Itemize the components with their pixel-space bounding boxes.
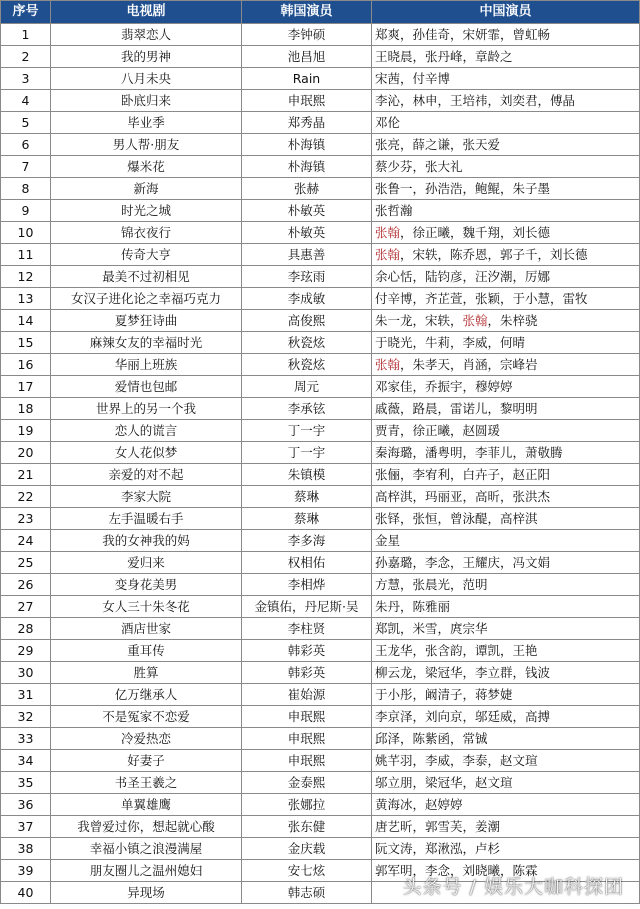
drama-title: 爱归来 [51,552,242,574]
korean-actor: 韩志硕 [242,882,372,904]
korean-actor: 申珉熙 [242,90,372,112]
korean-actor: 李承铉 [242,398,372,420]
actor-names: 李京泽，刘向京，邬廷威，高搏 [375,709,551,724]
actor-names: 于晓光，牛莉，李威，何晴 [375,335,526,350]
table-body [1,24,640,904]
actor-names: 张哲瀚 [375,203,413,218]
chinese-actors [372,486,640,508]
table-row [1,618,640,640]
korean-actor: 权相佑 [242,552,372,574]
drama-title: 八月未央 [51,68,242,90]
korean-actor: Rain [242,68,372,90]
row-number: 31 [1,684,51,706]
row-number: 40 [1,882,51,904]
table-row [1,90,640,112]
table-row [1,24,640,46]
korean-actor: 崔始源 [242,684,372,706]
row-number: 35 [1,772,51,794]
table-row [1,398,640,420]
table-row [1,706,640,728]
row-number: 34 [1,750,51,772]
actor-names: 郭军明，李念，刘晓曦，陈霖 [375,863,538,878]
korean-actor: 申珉熙 [242,750,372,772]
row-number: 36 [1,794,51,816]
drama-title: 世界上的另一个我 [51,398,242,420]
row-number: 3 [1,68,51,90]
chinese-actors [372,332,640,354]
table-header-row [1,1,640,24]
actor-names: 唐艺昕，郭雪芙，姜潮 [375,819,501,834]
chinese-actors [372,24,640,46]
table-row [1,354,640,376]
row-number: 24 [1,530,51,552]
chinese-actors [372,552,640,574]
korean-actor: 金泰熙 [242,772,372,794]
table-row [1,288,640,310]
chinese-actors [372,464,640,486]
drama-title: 锦衣夜行 [51,222,242,244]
table-row [1,662,640,684]
actor-names: ，朱孝天，肖涵，宗峰岩 [400,357,538,372]
header-drama: 电视剧 [51,1,242,24]
korean-actor: 李相烨 [242,574,372,596]
chinese-actors [372,816,640,838]
actor-names: 蔡少芬，张大礼 [375,159,463,174]
drama-title: 恋人的谎言 [51,420,242,442]
row-number: 11 [1,244,51,266]
korean-actor: 蔡琳 [242,486,372,508]
chinese-actors [372,112,640,134]
row-number: 14 [1,310,51,332]
drama-title: 我曾爱过你，想起就心酸 [51,816,242,838]
drama-title: 幸福小镇之浪漫满屋 [51,838,242,860]
drama-title: 书圣王羲之 [51,772,242,794]
korean-actor: 丁一宇 [242,420,372,442]
chinese-actors [372,310,640,332]
actor-names: 张俪，李宥利，白卉子，赵正阳 [375,467,551,482]
header-korean-actors: 韩国演员 [242,1,372,24]
row-number: 37 [1,816,51,838]
table-row [1,134,640,156]
row-number: 7 [1,156,51,178]
table-row [1,486,640,508]
table-row [1,464,640,486]
actor-names: 黄海冰，赵婷婷 [375,797,463,812]
korean-actor: 朴敏英 [242,222,372,244]
korean-actor: 张娜拉 [242,794,372,816]
drama-title: 最美不过初相见 [51,266,242,288]
actor-names: 高梓淇，玛丽亚，高昕，张洪杰 [375,489,551,504]
actor-names: 付辛博，齐芷萱，张颖，于小慧，雷牧 [375,291,588,306]
actor-names: 秦海璐，潘粤明，李菲儿，萧敬腾 [375,445,563,460]
chinese-actors [372,398,640,420]
actor-names: 王龙华，张含韵，谭凯，王艳 [375,643,538,658]
korean-actor: 安七炫 [242,860,372,882]
drama-title: 女人三十朱冬花 [51,596,242,618]
actor-names: 金星 [375,533,401,548]
drama-title: 时光之城 [51,200,242,222]
table-row [1,156,640,178]
row-number: 38 [1,838,51,860]
korean-actor: 张赫 [242,178,372,200]
chinese-actors [372,706,640,728]
highlighted-actor-name: 张翰 [375,225,401,240]
row-number: 1 [1,24,51,46]
table-row [1,552,640,574]
chinese-actors [372,266,640,288]
drama-title: 卧底归来 [51,90,242,112]
korean-actor: 李多海 [242,530,372,552]
drama-title: 传奇大亨 [51,244,242,266]
watermark: 头条号 / 娱乐大咖科探团 [402,876,624,898]
actor-names: 朱一龙，宋轶， [375,313,463,328]
drama-title: 好妻子 [51,750,242,772]
actor-names: 邬立朋，梁冠华，赵文瑄 [375,775,513,790]
korean-actor: 申珉熙 [242,728,372,750]
korean-actor: 周元 [242,376,372,398]
chinese-actors [372,640,640,662]
table-row [1,816,640,838]
chinese-actors [372,794,640,816]
chinese-actors [372,222,640,244]
actor-names: 张亮，薛之谦，张天爱 [375,137,501,152]
table-row [1,508,640,530]
header-number: 序号 [1,1,51,24]
actor-names: ，朱梓骁 [487,313,538,328]
highlighted-actor-name: 张翰 [375,357,401,372]
actor-names: 王晓晨，张丹峰，章龄之 [375,49,513,64]
row-number: 10 [1,222,51,244]
row-number: 32 [1,706,51,728]
row-number: 9 [1,200,51,222]
actor-names: 孙嘉璐，李念，王耀庆，冯文娟 [375,555,551,570]
actor-names: 邓家佳，乔振宇，穆婷婷 [375,379,513,394]
chinese-actors [372,618,640,640]
chinese-actors [372,244,640,266]
actor-names: ，宋轶，陈乔恩，郭子千，刘长德 [400,247,588,262]
highlighted-actor-name: 张翰 [375,247,401,262]
header-chinese-actors: 中国演员 [372,1,640,24]
chinese-actors [372,442,640,464]
chinese-actors [372,574,640,596]
korean-actor: 李柱贤 [242,618,372,640]
korean-actor: 李成敏 [242,288,372,310]
chinese-actors [372,156,640,178]
drama-title: 华丽上班族 [51,354,242,376]
table-row [1,684,640,706]
row-number: 6 [1,134,51,156]
row-number: 18 [1,398,51,420]
highlighted-actor-name: 张翰 [462,313,488,328]
row-number: 39 [1,860,51,882]
chinese-actors [372,772,640,794]
korean-actor: 金庆载 [242,838,372,860]
korean-actor: 张东健 [242,816,372,838]
actor-names: 李沁，林申，王培祎，刘奕君，傅晶 [375,93,576,108]
row-number: 33 [1,728,51,750]
drama-title: 冷爱热恋 [51,728,242,750]
row-number: 25 [1,552,51,574]
korean-actor: 朴海镇 [242,134,372,156]
row-number: 29 [1,640,51,662]
korean-actor: 李钟硕 [242,24,372,46]
chinese-actors [372,354,640,376]
chinese-actors [372,376,640,398]
actor-names: 郑凯，米雪，庹宗华 [375,621,488,636]
actor-names: 郑爽，孙佳奇，宋妍霏，曾虹畅 [375,27,551,42]
table-row [1,68,640,90]
row-number: 30 [1,662,51,684]
drama-title: 翡翠恋人 [51,24,242,46]
drama-title: 女汉子进化论之幸福巧克力 [51,288,242,310]
korean-actor: 秋瓷炫 [242,332,372,354]
drama-title: 毕业季 [51,112,242,134]
table-row [1,530,640,552]
row-number: 4 [1,90,51,112]
korean-actor: 郑秀晶 [242,112,372,134]
drama-title: 夏梦狂诗曲 [51,310,242,332]
korean-actor: 池昌旭 [242,46,372,68]
row-number: 27 [1,596,51,618]
korean-actor: 朴敏英 [242,200,372,222]
actor-names: 柳云龙，梁冠华，李立群，钱波 [375,665,551,680]
korean-actor: 韩彩英 [242,662,372,684]
table-row [1,112,640,134]
row-number: 16 [1,354,51,376]
drama-title: 酒店世家 [51,618,242,640]
table-row [1,750,640,772]
chinese-actors [372,46,640,68]
table-row [1,728,640,750]
actor-names: 余心恬，陆钧彦，汪汐潮，厉娜 [375,269,551,284]
korean-actor: 丁一宇 [242,442,372,464]
drama-title: 不是冤家不恋爱 [51,706,242,728]
row-number: 26 [1,574,51,596]
drama-title: 李家大院 [51,486,242,508]
table-row [1,332,640,354]
table-row [1,244,640,266]
korean-actor: 朴海镇 [242,156,372,178]
korean-actor: 朱镇模 [242,464,372,486]
actor-names: 张铎，张恒，曾泳醍，高梓淇 [375,511,538,526]
drama-title: 新海 [51,178,242,200]
row-number: 20 [1,442,51,464]
chinese-actors [372,838,640,860]
drama-title: 爆米花 [51,156,242,178]
table-row [1,46,640,68]
actor-names: 朱丹，陈雅丽 [375,599,451,614]
table-row [1,266,640,288]
drama-title: 左手温暖右手 [51,508,242,530]
table-row [1,376,640,398]
chinese-actors [372,68,640,90]
table-row [1,640,640,662]
table-row [1,574,640,596]
korean-actor: 具惠善 [242,244,372,266]
drama-title: 亲爱的对不起 [51,464,242,486]
row-number: 15 [1,332,51,354]
chinese-actors [372,530,640,552]
chinese-actors [372,662,640,684]
korean-actor: 金镇佑，丹尼斯·吴 [242,596,372,618]
table-row [1,222,640,244]
chinese-actors [372,420,640,442]
drama-title: 变身花美男 [51,574,242,596]
chinese-actors [372,684,640,706]
table-row [1,310,640,332]
chinese-actors [372,288,640,310]
chinese-actors [372,200,640,222]
actor-names: 阮文涛，郑湫泓，卢杉 [375,841,501,856]
table-row [1,838,640,860]
chinese-actors [372,178,640,200]
chinese-actors [372,728,640,750]
korean-actor: 蔡琳 [242,508,372,530]
row-number: 28 [1,618,51,640]
row-number: 17 [1,376,51,398]
drama-title: 亿万继承人 [51,684,242,706]
actor-names: 宋茜，付辛博 [375,71,451,86]
drama-title: 朋友圈儿之温州媳妇 [51,860,242,882]
actor-names: 于小彤，阚清子，蒋梦婕 [375,687,513,702]
drama-title: 胜算 [51,662,242,684]
row-number: 5 [1,112,51,134]
drama-title: 男人帮·朋友 [51,134,242,156]
row-number: 22 [1,486,51,508]
table-row [1,596,640,618]
table-row [1,200,640,222]
drama-title: 异现场 [51,882,242,904]
drama-title: 女人花似梦 [51,442,242,464]
row-number: 13 [1,288,51,310]
row-number: 8 [1,178,51,200]
drama-title: 重耳传 [51,640,242,662]
table-row [1,442,640,464]
table-row [1,772,640,794]
drama-title: 我的男神 [51,46,242,68]
drama-title: 我的女神我的妈 [51,530,242,552]
actor-names: 戚薇，路晨，雷诺儿，黎明明 [375,401,538,416]
table-row [1,420,640,442]
drama-title: 单翼雄鹰 [51,794,242,816]
actor-names: ，徐正曦，魏千翔，刘长德 [400,225,551,240]
row-number: 19 [1,420,51,442]
drama-title: 爱情也包邮 [51,376,242,398]
actor-names: 姚芊羽，李威，李泰，赵文瑄 [375,753,538,768]
chinese-actors [372,596,640,618]
drama-title: 麻辣女友的幸福时光 [51,332,242,354]
korean-actor: 韩彩英 [242,640,372,662]
actor-names: 方慧，张晨光，范明 [375,577,488,592]
row-number: 23 [1,508,51,530]
actor-names: 邓伦 [375,115,401,130]
table-row [1,178,640,200]
actor-names: 贾青，徐正曦，赵圆瑗 [375,423,501,438]
actor-names: 邱泽，陈紫函，常铖 [375,731,488,746]
korean-actor: 高俊熙 [242,310,372,332]
table-row [1,794,640,816]
korean-actor: 李玹雨 [242,266,372,288]
korean-actor: 申珉熙 [242,706,372,728]
row-number: 12 [1,266,51,288]
actor-names: 张鲁一，孙浩浩，鲍鲲，朱子墨 [375,181,551,196]
chinese-actors [372,750,640,772]
row-number: 21 [1,464,51,486]
korean-actor: 秋瓷炫 [242,354,372,376]
row-number: 2 [1,46,51,68]
chinese-actors [372,508,640,530]
chinese-actors [372,134,640,156]
chinese-actors [372,90,640,112]
